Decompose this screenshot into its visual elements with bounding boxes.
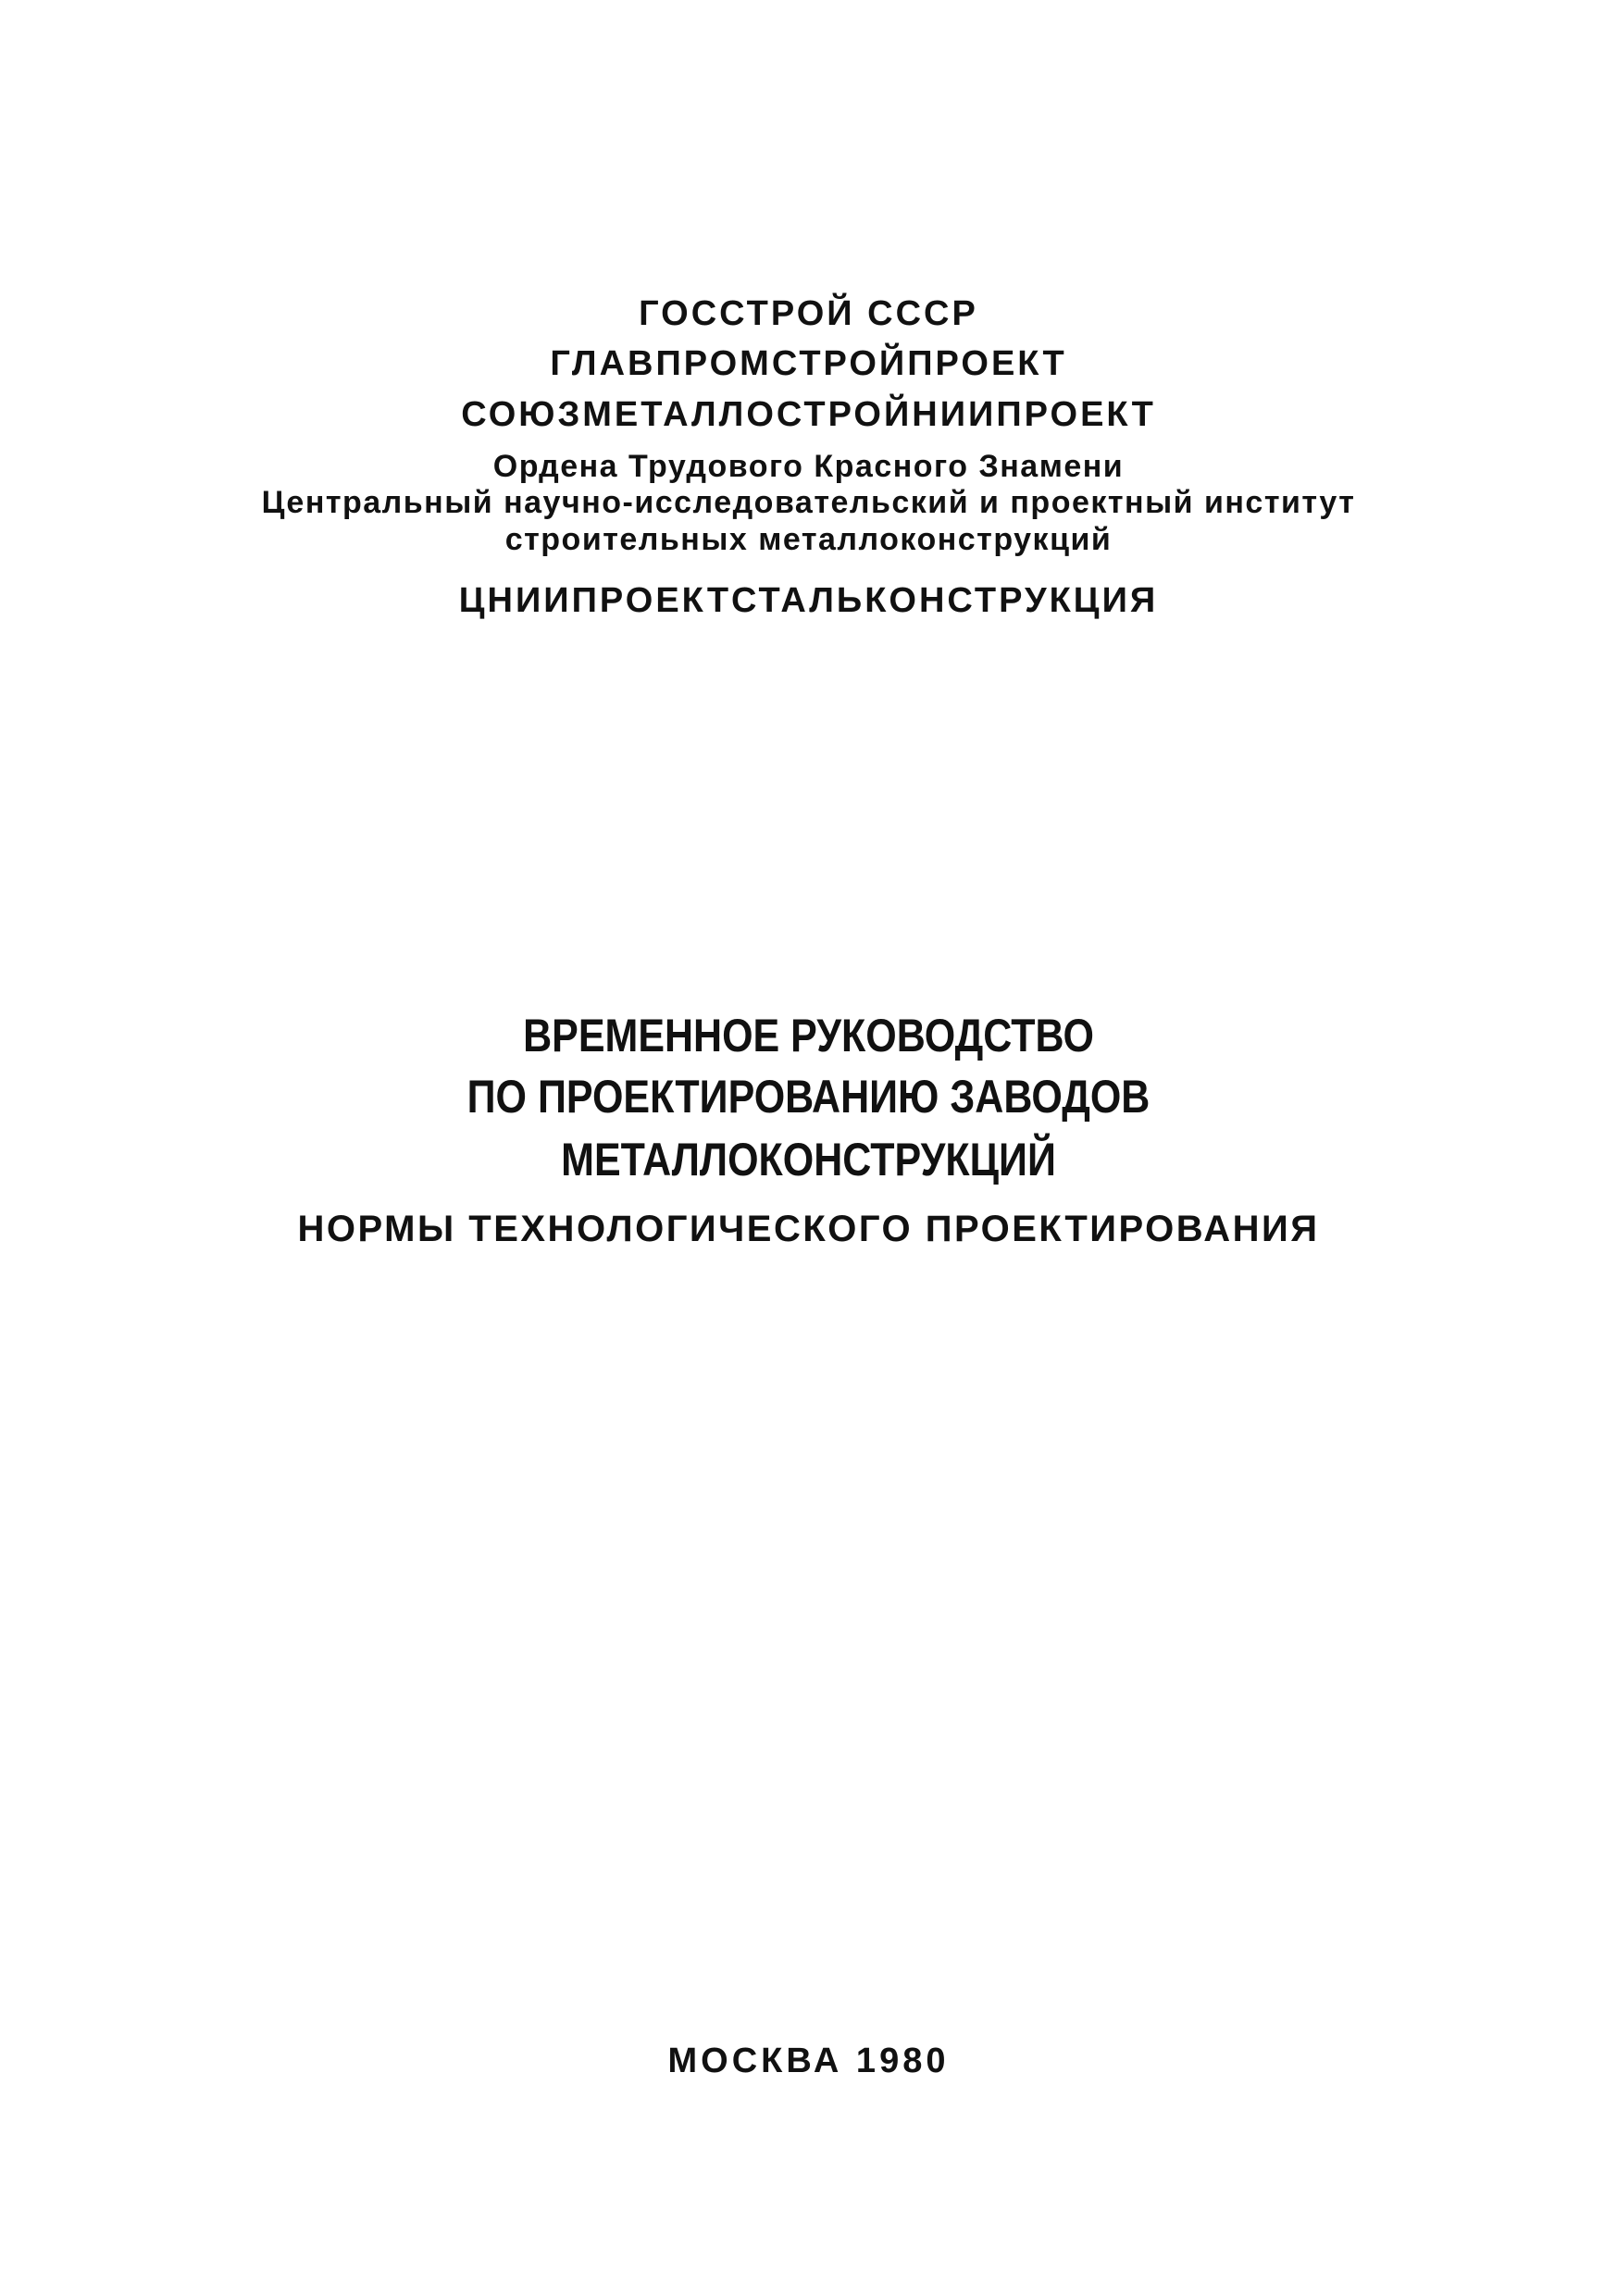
- publication-place-year: МОСКВА 1980: [667, 2042, 950, 2080]
- institute-abbreviation: ЦНИИПРОЕКТСТАЛЬКОНСТРУКЦИЯ: [458, 581, 1159, 620]
- association-name: СОЮЗМЕТАЛЛОСТРОЙНИИПРОЕКТ: [461, 395, 1156, 434]
- institute-name-line2: строительных металлоконструкций: [504, 522, 1113, 557]
- document-title-line1: ВРЕМЕННОЕ РУКОВОДСТВО: [523, 1010, 1094, 1061]
- document-title-line2: ПО ПРОЕКТИРОВАНИЮ ЗАВОДОВ: [466, 1071, 1151, 1123]
- institute-name-line1: Центральный научно-исследовательский и проектный институт: [261, 485, 1356, 520]
- agency-name: ГОССТРОЙ СССР: [639, 294, 978, 333]
- department-name: ГЛАВПРОМСТРОЙПРОЕКТ: [550, 344, 1067, 383]
- document-title-line3: МЕТАЛЛОКОНСТРУКЦИЙ: [561, 1134, 1056, 1185]
- document-subtitle: НОРМЫ ТЕХНОЛОГИЧЕСКОГО ПРОЕКТИРОВАНИЯ: [297, 1209, 1320, 1249]
- order-line: Ордена Трудового Красного Знамени: [492, 449, 1125, 484]
